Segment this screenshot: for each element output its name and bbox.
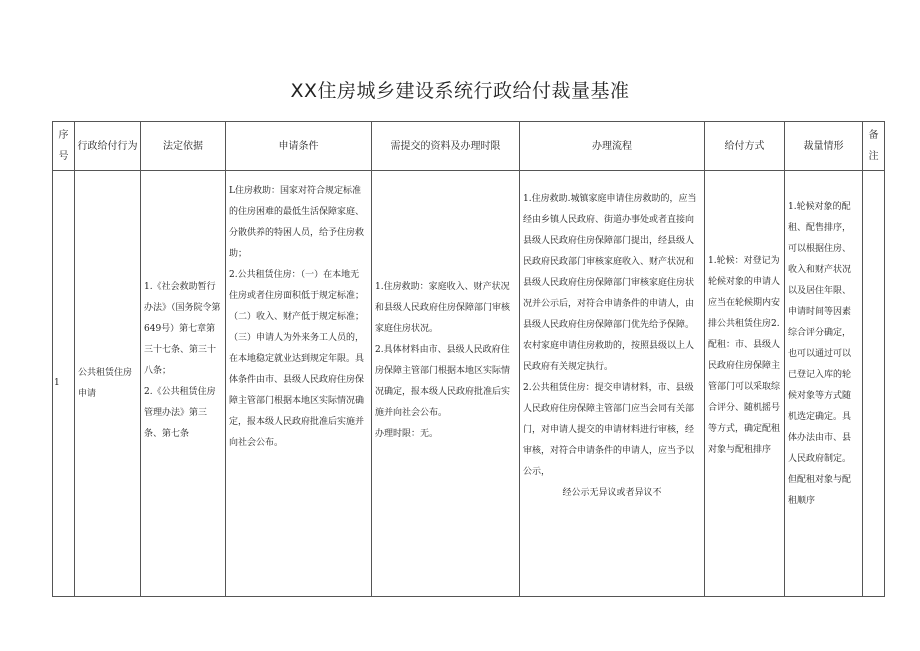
cell-discretion: 1.轮候对象的配租、配售排序，可以根据住房、收入和财产状况以及居住年限、申请时间等因素综合评分确定，也可以通过可以已登记入库的轮候对象等方式随机选定确定。具体办法由市、县人民政府制定。但配租对象与配租顺序 bbox=[785, 171, 863, 597]
cell-no: 1 bbox=[53, 171, 75, 597]
header-materials: 需提交的资料及办理时限 bbox=[372, 122, 520, 171]
header-method: 给付方式 bbox=[705, 122, 785, 171]
cell-basis bbox=[141, 171, 226, 597]
material-time-limit: 办理时限：无。 bbox=[375, 429, 439, 439]
cell-method: 1.轮候：对登记为轮候对象的申请人应当在轮候期内安排公共租赁住房2.配租：市、县级人民政府住房保障主管部门可以采取综合评分、随机摇号等方式，确定配租对象与配租排序 bbox=[705, 171, 785, 597]
header-process: 办理流程 bbox=[520, 122, 705, 171]
process-1: 1.住房救助.城镇家庭申请住房救助的，应当经由乡镇人民政府、街道办事处或者直接向县级人民政府住房保障部门提出，经县级人民政府民政部门审核家庭收入、财产状况和县级人民政府住房保障部门审核家庭住房状况并公示后，对符合申请条件的申请人，由县级人民政府住房保障部门优先给予保障。农村家庭申请住房救助的，按照县级以上人民政府有关规定执行。 bbox=[523, 194, 697, 372]
material-2: 2.具体材料由市、县级人民政府住房保障主管部门根据本地区实际情况确定，报本级人民政府批准后实施并向社会公布。 bbox=[375, 345, 511, 418]
cell-conditions bbox=[226, 171, 372, 597]
discretion-table bbox=[52, 121, 885, 597]
material-1: 1.住房救助：家庭收入、财产状况和县级人民政府住房保障部门审核家庭住房状况。 bbox=[375, 282, 511, 334]
header-discretion: 裁量情形 bbox=[785, 122, 863, 171]
process-3: 经公示无异议或者异议不 bbox=[562, 488, 662, 498]
header-remark: 备注 bbox=[863, 122, 885, 171]
header-conditions: 申请条件 bbox=[226, 122, 372, 171]
header-basis: 法定依据 bbox=[141, 122, 226, 171]
page-title: XX住房城乡建设系统行政给付裁量基准 bbox=[290, 80, 630, 102]
header-row bbox=[53, 122, 885, 171]
process-2: 2.公共租赁住房：提交申请材料，市、县级人民政府住房保障主管部门应当会同有关部门，对申请人提交的申请材料进行审核，经审核，对符合申请条件的申请人，应当予以公示， bbox=[523, 383, 695, 477]
cell-process bbox=[520, 171, 705, 597]
header-item: 行政给付行为 bbox=[75, 122, 141, 171]
table-row bbox=[53, 171, 885, 597]
header-no: 序号 bbox=[53, 122, 75, 171]
basis-line-1: 1.《社会救助暂行办法》（国务院令第649号）第七章第三十七条、第三十八条； bbox=[144, 282, 221, 376]
cell-remark bbox=[863, 171, 885, 597]
cell-materials bbox=[372, 171, 520, 597]
condition-1: L住房救助：国家对符合规定标准的住房困难的最低生活保障家庭、分散供养的特困人员，给予住房救助； bbox=[229, 186, 365, 259]
cell-item: 公共租赁住房申请 bbox=[75, 171, 141, 597]
condition-2: 2.公共租赁住房：（一）在本地无住房或者住房面积低于规定标准；（二）收入、财产低于规定标准；（三）申请人为外来务工人员的，在本地稳定就业达到规定年限。具体条件由市、县级人民政府住房保障主管部门根据本地区实际情况确定，报本级人民政府批准后实施并向社会公布。 bbox=[229, 270, 365, 448]
basis-line-2: 2.《公共租赁住房管理办法》第三条、第七条 bbox=[144, 387, 216, 439]
